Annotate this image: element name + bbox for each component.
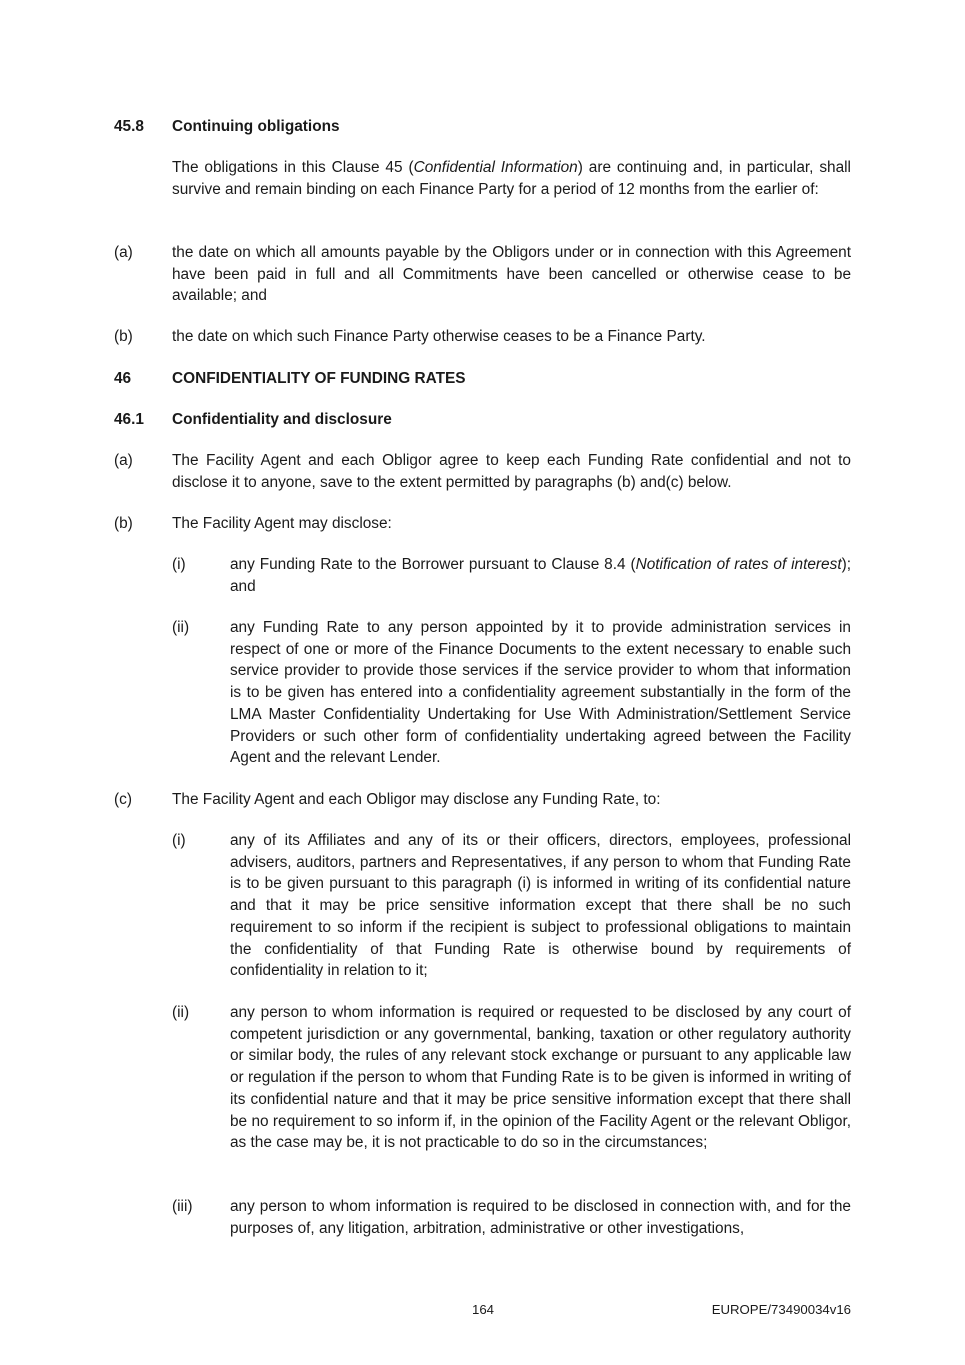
subparagraph-label: (iii) [172,1198,193,1215]
paragraph-text: The Facility Agent may disclose: [172,515,392,532]
section-number: 46.1 [114,411,144,428]
subparagraph-text: any Funding Rate to the Borrower pursuant to Clause 8.4 (Notification of rates of interest); and [230,556,851,595]
paragraph-text: The Facility Agent and each Obligor may disclose any Funding Rate, to: [172,791,661,808]
subparagraph-text: any of its Affiliates and any of its or their officers, directors, employees, professional advisers, auditors, partners and Representatives, if any person to whom that Funding Rate is to be given pursuant to this paragraph (i) is informed in writing of its confidential nature and that it may be price sensitive information except that there shall be no such requirement to so inform if the recipient is subject to professional obligations to maintain the confidentiality of that Funding Rate is otherwise bound by requirements of confidentiality in relation to it; [230,832,851,980]
paragraph-label: (b) [114,328,133,345]
subparagraph-text: any Funding Rate to any person appointed by it to provide administration services in respect of one or more of the Finance Documents to the extent necessary to enable such service provider to provide those services if the service provider to whom that information is to be given has entered into a confidentiality agreement substantially in the form of the LMA Master Confidentiality Undertaking for Use With Administration/Settlement Service Providers or such other form of confidentiality undertaking agreed between the Facility Agent and the relevant Lender. [230,619,851,767]
section-number: 45.8 [114,118,144,135]
paragraph-label: (a) [114,452,133,469]
section-number: 46 [114,370,132,387]
section-heading: Confidentiality and disclosure [172,411,392,428]
paragraph-label: (b) [114,515,133,532]
subparagraph-label: (i) [172,556,186,573]
section-heading: Continuing obligations [172,118,340,135]
subparagraph-label: (i) [172,832,186,849]
paragraph-label: (a) [114,244,133,261]
paragraph-text: the date on which all amounts payable by the Obligors under or in connection with this Agreement have been paid in full and all Commitments have been cancelled or otherwise cease to be available; and [172,244,851,305]
paragraph-label: (c) [114,791,132,808]
subparagraph-label: (ii) [172,619,190,636]
clause-reference: Confidential Information [413,159,578,176]
paragraph-text: the date on which such Finance Party otherwise ceases to be a Finance Party. [172,328,706,345]
section-heading: CONFIDENTIALITY OF FUNDING RATES [172,370,466,387]
page-number: 164 [472,1302,495,1317]
subparagraph-label: (ii) [172,1004,190,1021]
document-reference: EUROPE/73490034v16 [711,1302,851,1317]
clause-reference: Notification of rates of interest [635,556,842,573]
subparagraph-text: any person to whom information is required to be disclosed in connection with, and for the purposes of, any litigation, arbitration, administrative or other investigations, [230,1198,851,1237]
intro-paragraph: The obligations in this Clause 45 (Confidential Information) are continuing and, in particular, shall survive and remain binding on each Finance Party for a period of 12 months from the earlier of: [172,159,851,198]
subparagraph-text: any person to whom information is required or requested to be disclosed by any court of competent jurisdiction or any governmental, banking, taxation or other regulatory authority or similar body, the rules of any relevant stock exchange or pursuant to any applicable law or regulation if the person to whom that Funding Rate is to be given is informed in writing of its confidential nature and that it may be price sensitive information except that there shall be no requirement to so inform if, in the opinion of the Facility Agent or the relevant Obligor, as the case may be, it is not practicable to do so in the circumstances; [230,1004,851,1152]
paragraph-text: The Facility Agent and each Obligor agree to keep each Funding Rate confidential and not to disclose it to anyone, save to the extent permitted by paragraphs (b) and(c) below. [172,452,851,491]
